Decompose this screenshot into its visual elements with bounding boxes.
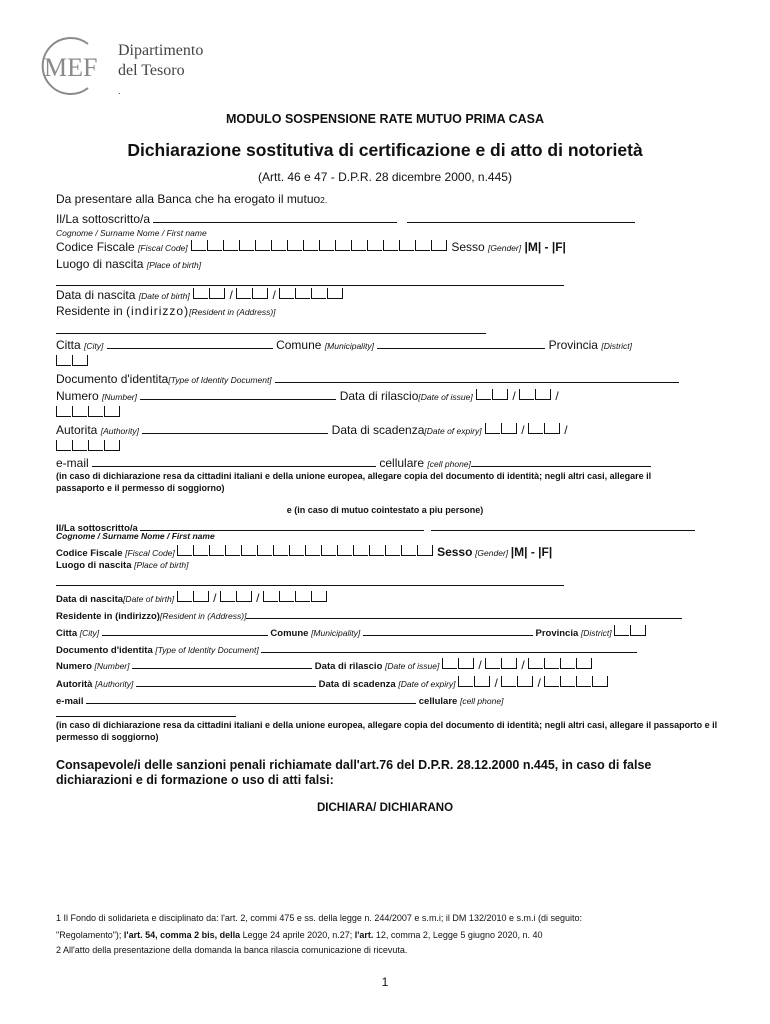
s1-residence-label: Residente in — [56, 304, 123, 318]
s1-iddoc-row — [56, 372, 679, 386]
s1-mobile-hint: [cell phone] — [427, 459, 471, 469]
intro-footnote-ref: 2. — [320, 195, 328, 205]
s2-birthplace-row — [56, 560, 188, 571]
s1-mobile-field[interactable] — [471, 456, 651, 467]
law-reference: (Artt. 46 e 47 - D.P.R. 28 dicembre 2000, n.445) — [258, 170, 512, 184]
page-number: 1 — [381, 975, 389, 989]
s2-authority-row — [56, 676, 609, 690]
s1-undersigned-label: Il/La sottoscritto/a — [56, 212, 151, 226]
s1-birthplace-row — [56, 257, 201, 271]
s2-note: (in caso di dichiarazione resa da cittadini italiani e della unione europea, allegare copia del documento di identità; negli altri casi, allegare il passaporto e il permesso di soggiorno) — [56, 720, 718, 742]
s2-number-label: Numero — [56, 661, 92, 672]
s1-undersigned-row — [56, 212, 635, 226]
awareness-statement: Consapevole/i delle sanzioni penali richiamate dall'art.76 del D.P.R. 28.12.2000 n.445, in caso di false dichiarazioni e di formazione o uso di atti falsi: — [56, 758, 652, 787]
s2-municipality-field[interactable] — [363, 625, 533, 636]
s1-birthdate-label: Data di nascita — [56, 288, 136, 302]
s2-birthdate-row — [56, 591, 328, 605]
s1-city-label: Citta — [56, 338, 81, 352]
s2-name-hint: Cognome / Surname Nome / First name — [56, 531, 215, 541]
s1-province-hint: [District] — [601, 341, 633, 351]
s1-city-field[interactable] — [107, 338, 273, 349]
s1-authority-hint: [Authority] — [100, 426, 139, 436]
s2-province-hint: [District] — [580, 628, 612, 638]
s2-birthplace-field[interactable] — [56, 585, 564, 586]
s2-residence-label: Residente in (indirizzo) — [56, 611, 160, 622]
s1-issue-hint: [Date of issue] — [418, 392, 473, 402]
form-subtitle: Dichiarazione sostitutiva di certificazione e di atto di notorietà — [127, 140, 643, 160]
logo-text: MEF — [44, 53, 98, 82]
s1-residence-field[interactable] — [56, 333, 486, 334]
s2-email-label: e-mail — [56, 696, 84, 707]
org-name-line1: Dipartimento — [118, 42, 204, 59]
s1-surname-field[interactable] — [153, 212, 397, 223]
intro-text — [56, 192, 327, 206]
s2-residence-hint: [Resident in (Address)] — [159, 611, 247, 621]
s1-authority-field[interactable] — [142, 423, 328, 434]
s2-city-hint: [City] — [79, 628, 100, 638]
s2-iddoc-hint: [Type of Identity Document] — [155, 645, 259, 655]
s2-gender-options[interactable]: |M| - |F| — [510, 545, 553, 559]
s2-undersigned-label: Il/La sottoscritto/a — [56, 523, 138, 534]
s2-birthdate-hint: [Date of birth] — [123, 594, 175, 604]
s2-email-row — [56, 693, 503, 707]
s1-birthplace-label: Luogo di nascita — [56, 257, 144, 271]
s1-expiry-boxes-a[interactable]: / / — [485, 423, 568, 437]
s2-number-row — [56, 658, 593, 672]
header-dot: . — [118, 86, 121, 96]
fn1-part-c: Legge 24 aprile 2020, n.27; — [240, 930, 355, 940]
s2-firstname-field[interactable] — [431, 520, 695, 531]
s1-fiscal-label: Codice Fiscale — [56, 240, 135, 254]
s2-municipality-label: Comune — [270, 628, 309, 639]
s1-iddoc-label: Documento d'identita — [56, 372, 169, 386]
s1-number-label: Numero — [56, 389, 99, 403]
s1-email-label: e-mail — [56, 456, 89, 470]
s2-birthplace-hint: [Place of birth] — [134, 560, 189, 570]
fn1-part-b: l'art. 54, comma 2 bis, della — [123, 930, 241, 940]
s1-authority-label: Autorita — [56, 423, 98, 437]
s2-mobile-hint: [cell phone] — [459, 696, 504, 706]
s1-number-row — [56, 389, 559, 403]
s1-mobile-label: cellulare — [379, 456, 425, 470]
s1-expiry-boxes-b[interactable] — [56, 440, 121, 454]
s1-issue-boxes-a[interactable]: / / — [476, 389, 559, 403]
intro-label: Da presentare alla Banca che ha erogato il mutuo — [56, 192, 321, 206]
s2-residence-field[interactable] — [246, 608, 682, 619]
s1-sex-label: Sesso — [451, 240, 485, 254]
s1-birthdate-boxes[interactable]: / / — [193, 288, 344, 302]
s1-issue-label: Data di rilascio — [339, 389, 419, 403]
s2-fiscal-row — [56, 545, 552, 559]
fn1-part-e: 12, comma 2, Legge 5 giugno 2020, n. 40 — [373, 930, 543, 940]
s1-city-hint: [City] — [84, 341, 104, 351]
s1-fiscal-hint: [Fiscal Code] — [138, 243, 188, 253]
s1-note: (in caso di dichiarazione resa da cittadini italiani e della unione europea, allegare copia del documento di identità; negli altri casi, allegare il passaporto e il permesso di soggiorno) — [56, 471, 652, 493]
s1-fiscal-row — [56, 240, 566, 254]
form-title: MODULO SOSPENSIONE RATE MUTUO PRIMA CASA — [225, 112, 545, 126]
s1-residence-hint: [Resident in (Address)] — [189, 307, 276, 317]
footnote-2: 2 All'atto della presentazione della domanda la banca rilascia comunicazione di ricevuta. — [56, 945, 408, 955]
s1-province-boxes[interactable] — [56, 355, 89, 369]
s2-mobile-field[interactable] — [56, 716, 236, 717]
s2-expiry-hint: [Date of expiry] — [398, 679, 456, 689]
s1-gender-options[interactable]: |M| - |F| — [524, 240, 566, 254]
s1-email-row — [56, 456, 651, 470]
s2-heading: e (in caso di mutuo cointestato a piu persone) — [286, 505, 484, 515]
org-name-line2: del Tesoro — [118, 62, 185, 79]
s1-sex-hint: [Gender] — [488, 243, 522, 253]
s2-authority-label: Autorità — [56, 679, 93, 690]
s2-province-label: Provincia — [535, 628, 579, 639]
s2-number-field[interactable] — [132, 658, 312, 669]
s2-birthdate-boxes[interactable]: / / — [177, 591, 328, 605]
s1-birthplace-hint: [Place of birth] — [146, 260, 202, 270]
s1-number-field[interactable] — [140, 389, 336, 400]
s2-sex-label: Sesso — [437, 545, 473, 559]
s1-residence-row — [56, 304, 276, 318]
s2-residence-row — [56, 608, 682, 622]
fn1-part-a: "Regolamento"); — [56, 930, 124, 940]
s2-expiry-label: Data di scadenza — [318, 679, 396, 690]
s2-birthdate-label: Data di nascita — [56, 594, 124, 605]
s1-authority-row — [56, 423, 568, 437]
s1-birthdate-hint: [Date of birth] — [138, 291, 190, 301]
footnote-1-line2 — [56, 930, 543, 940]
s2-fiscal-label: Codice Fiscale — [56, 548, 123, 559]
s2-city-label: Citta — [56, 628, 78, 639]
s2-province-boxes[interactable] — [614, 625, 647, 639]
s2-number-hint: [Number] — [94, 661, 130, 671]
s2-authority-field[interactable] — [136, 676, 316, 687]
s2-surname-field[interactable] — [140, 520, 424, 531]
s2-issue-hint: [Date of issue] — [385, 661, 440, 671]
s2-issue-label: Data di rilascio — [314, 661, 383, 672]
fn1-part-d: l'art. — [354, 930, 374, 940]
s2-mobile-label: cellulare — [418, 696, 458, 707]
s1-issue-boxes-b[interactable] — [56, 406, 121, 420]
s1-birthplace-field[interactable] — [56, 285, 564, 286]
footnote-1-line1: 1 Il Fondo di solidarieta e disciplinato da: l'art. 2, commi 475 e ss. della legge n. 244/2007 e s.m.i; il DM 132/2010 e s.m.i (di seguito: — [56, 913, 582, 923]
s1-province-label: Provincia — [548, 338, 598, 352]
s2-email-field[interactable] — [86, 693, 416, 704]
s1-municipality-label: Comune — [276, 338, 322, 352]
s2-authority-hint: [Authority] — [95, 679, 134, 689]
s1-municipality-hint: [Municipality] — [324, 341, 374, 351]
s2-fiscal-hint: [Fiscal Code] — [125, 548, 175, 558]
s2-city-field[interactable] — [102, 625, 268, 636]
s2-iddoc-field[interactable] — [261, 642, 637, 653]
s2-issue-boxes[interactable]: / / — [442, 658, 593, 672]
s1-residence-address-label: (indirizzo) — [126, 304, 190, 318]
s2-birthplace-label: Luogo di nascita — [56, 560, 132, 571]
mef-logo-icon — [40, 36, 116, 96]
s1-birthdate-row — [56, 288, 344, 302]
s1-iddoc-hint: [Type of Identity Document] — [168, 375, 272, 385]
s1-email-field[interactable] — [92, 456, 376, 467]
s1-city-row — [56, 338, 632, 352]
s2-iddoc-label: Documento d'identita — [56, 645, 153, 656]
declares-heading: DICHIARA/ DICHIARANO — [316, 802, 454, 814]
s1-fiscal-code-boxes[interactable] — [191, 240, 448, 254]
s2-iddoc-row — [56, 642, 637, 656]
s2-municipality-hint: [Municipality] — [311, 628, 361, 638]
s2-sex-hint: [Gender] — [475, 548, 509, 558]
s1-firstname-field[interactable] — [407, 212, 635, 223]
s1-number-hint: [Number] — [102, 392, 137, 402]
s1-expiry-label: Data di scadenza — [331, 423, 425, 437]
s1-name-hint: Cognome / Surname Nome / First name — [56, 228, 207, 238]
s1-expiry-hint: [Date of expiry] — [424, 426, 482, 436]
s2-city-row — [56, 625, 647, 639]
s2-expiry-boxes[interactable]: / / — [458, 676, 609, 690]
s1-municipality-field[interactable] — [377, 338, 545, 349]
s2-fiscal-code-boxes[interactable] — [177, 545, 434, 559]
s1-iddoc-field[interactable] — [275, 372, 679, 383]
